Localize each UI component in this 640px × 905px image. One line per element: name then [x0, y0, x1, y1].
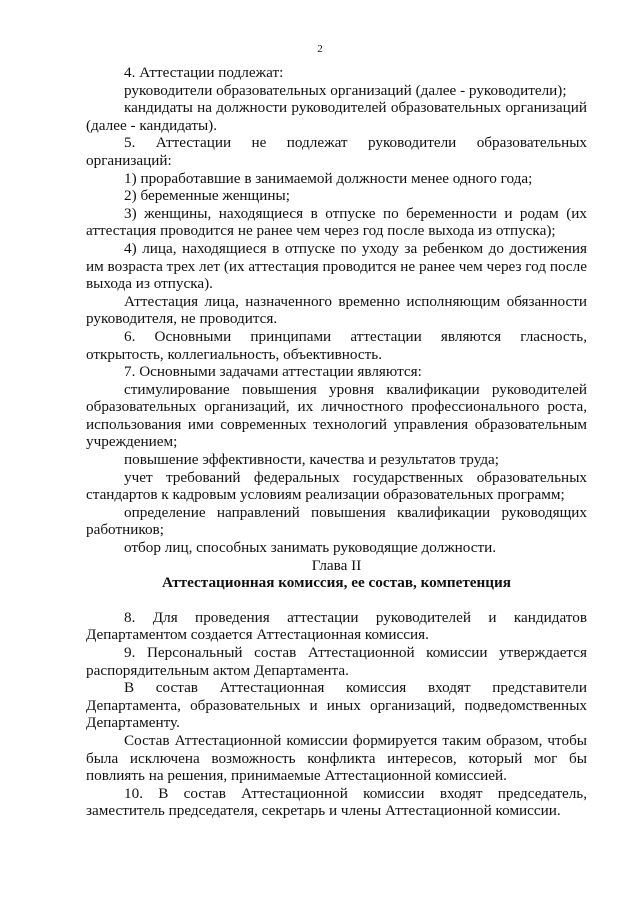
- paragraph-acting-head: Аттестация лица, назначенного временно исполняющим обязанности руководителя, не проводится.: [86, 292, 587, 328]
- paragraph-task-standards: учет требований федеральных государственных образовательных стандартов к кадровым условиям реализации образовательных программ;: [86, 468, 587, 504]
- document-body: [86, 64, 587, 820]
- paragraph-task-training: определение направлений повышения квалификации руководящих работников;: [86, 503, 587, 539]
- paragraph-leaders: руководители образовательных организаций (далее - руководители);: [124, 81, 567, 99]
- paragraph-item-5-3: 3) женщины, находящиеся в отпуске по беременности и родам (их аттестация проводится не ранее чем через год после выхода из отпуска);: [86, 204, 587, 240]
- paragraph-item-4: 4. Аттестации подлежат:: [124, 64, 284, 81]
- paragraph-conflict-of-interest: Состав Аттестационной комиссии формируется таким образом, чтобы была исключена возможность конфликта интересов, который мог бы повлиять на решения, принимаемые Аттестационной комиссией.: [86, 731, 587, 785]
- paragraph-item-10: 10. В состав Аттестационной комиссии входят председатель, заместитель председателя, секретарь и члены Аттестационной комиссии.: [86, 784, 587, 820]
- page-number: 2: [317, 43, 323, 55]
- paragraph-candidates: кандидаты на должности руководителей образовательных организаций (далее - кандидаты).: [86, 99, 587, 134]
- paragraph-item-9: 9. Персональный состав Аттестационной комиссии утверждается распорядительным актом Департамента.: [86, 644, 587, 679]
- paragraph-task-efficiency: повышение эффективности, качества и результатов труда;: [124, 451, 500, 469]
- paragraph-item-6: 6. Основными принципами аттестации являются гласность, открытость, коллегиальность, объективность.: [86, 327, 587, 363]
- paragraph-commission-members: В состав Аттестационная комиссия входят представители Департамента, образовательных и иных организаций, подведомственных Департаменту.: [86, 679, 587, 732]
- chapter-number: Глава II: [311, 556, 362, 574]
- paragraph-item-8: 8. Для проведения аттестации руководителей и кандидатов Департаментом создается Аттестационная комиссия.: [86, 608, 587, 644]
- chapter-title: Аттестационная комиссия, ее состав, компетенция: [162, 574, 511, 592]
- paragraph-item-5: 5. Аттестации не подлежат руководители образовательных организаций:: [86, 134, 587, 169]
- paragraph-item-5-4: 4) лица, находящиеся в отпуске по уходу за ребенком до достижения им возраста трех лет (их аттестация проводится не ранее чем через год после выхода из отпуска).: [86, 239, 587, 293]
- paragraph-item-5-2: 2) беременные женщины;: [124, 187, 290, 205]
- paragraph-task-stimulation: стимулирование повышения уровня квалификации руководителей образовательных организаций, их личностного профессионального роста, использования ими современных технологий управления образовательным учреждением;: [86, 380, 587, 451]
- paragraph-item-5-1: 1) проработавшие в занимаемой должности менее одного года;: [124, 169, 533, 187]
- paragraph-task-selection: отбор лиц, способных занимать руководящие должности.: [124, 539, 497, 557]
- paragraph-item-7: 7. Основными задачами аттестации являются:: [124, 363, 422, 381]
